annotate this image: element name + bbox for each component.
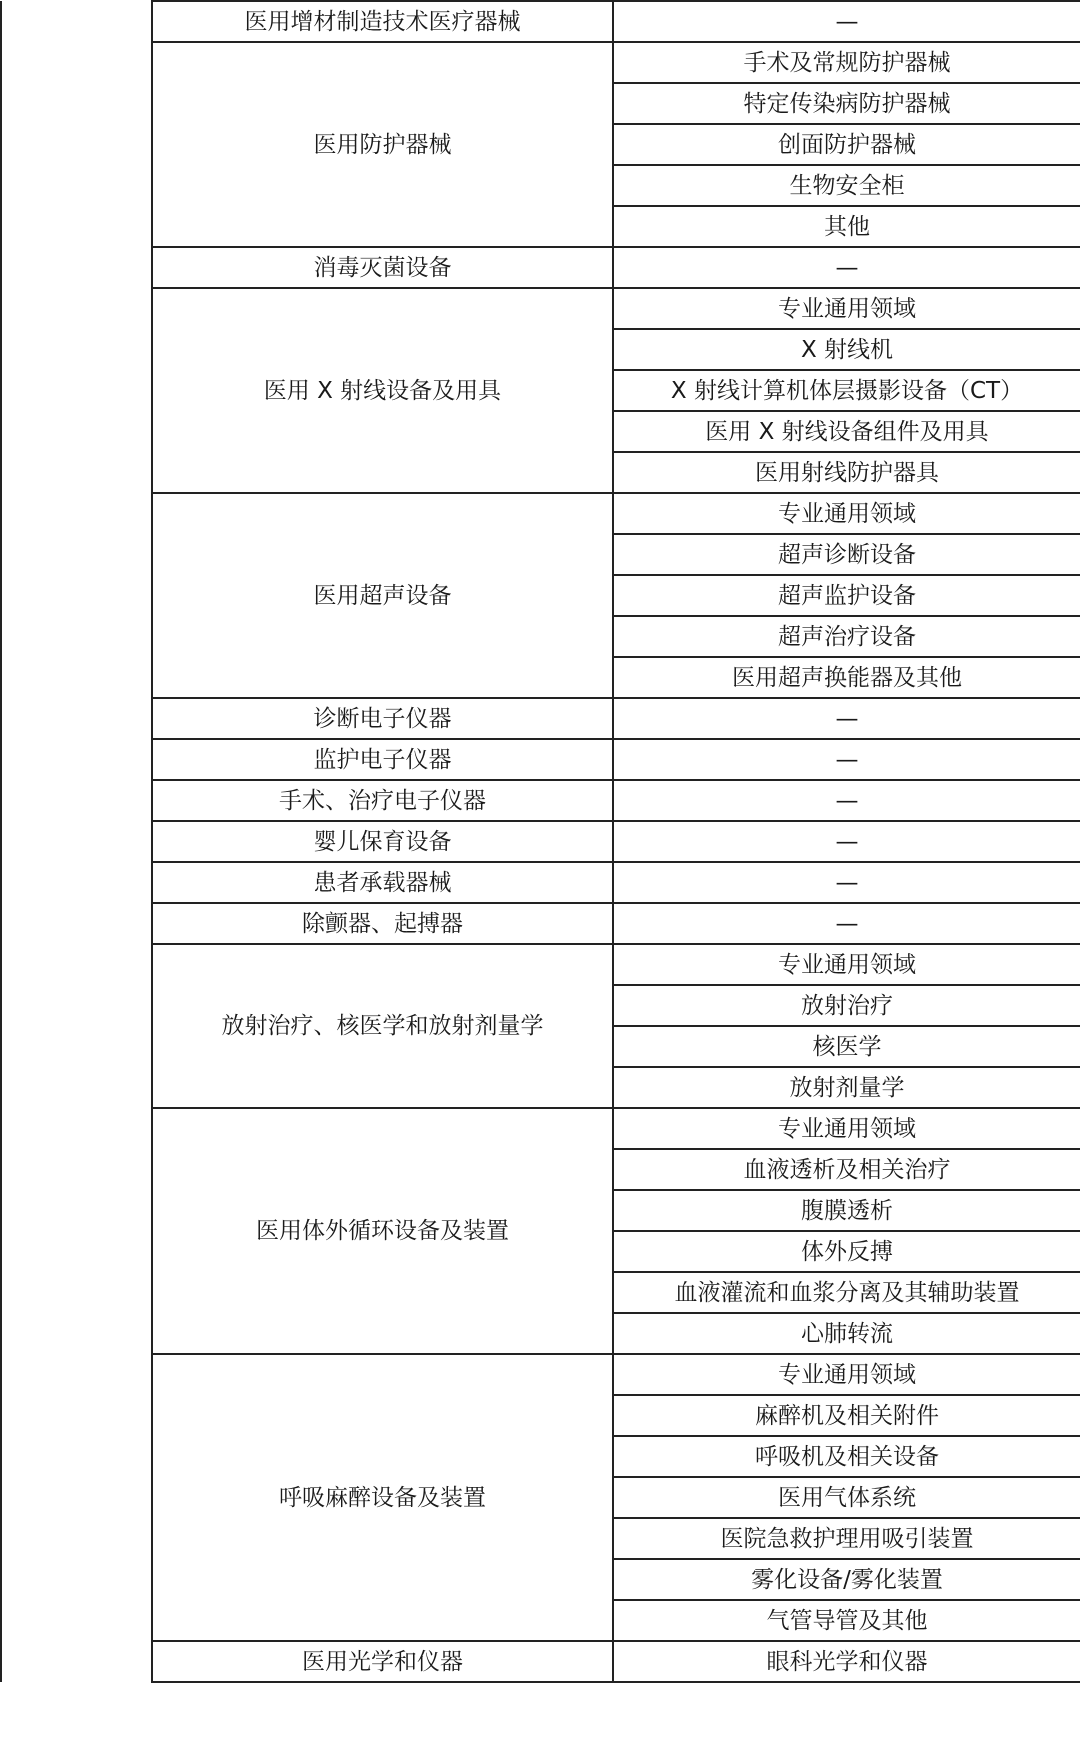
table-row <box>1 1108 1080 1149</box>
subcategory-cell: 放射剂量学 <box>613 1067 1080 1108</box>
subcategory-cell: X 射线机 <box>613 329 1080 370</box>
category-cell: 婴儿保育设备 <box>152 821 613 862</box>
subcategory-cell: 麻醉机及相关附件 <box>613 1395 1080 1436</box>
subcategory-cell: 放射治疗 <box>613 985 1080 1026</box>
subcategory-cell: 医用射线防护器具 <box>613 452 1080 493</box>
table-row <box>1 903 1080 944</box>
subcategory-cell: 专业通用领域 <box>613 944 1080 985</box>
category-cell: 消毒灭菌设备 <box>152 247 613 288</box>
subcategory-cell: 超声诊断设备 <box>613 534 1080 575</box>
subcategory-cell: 医用 X 射线设备组件及用具 <box>613 411 1080 452</box>
category-cell: 患者承载器械 <box>152 862 613 903</box>
subcategory-cell: 专业通用领域 <box>613 1108 1080 1149</box>
blank-first-column <box>1 1 152 1682</box>
subcategory-cell: 医院急救护理用吸引装置 <box>613 1518 1080 1559</box>
table-row <box>1 780 1080 821</box>
subcategory-cell: 心肺转流 <box>613 1313 1080 1354</box>
subcategory-cell: — <box>613 247 1080 288</box>
subcategory-cell: — <box>613 903 1080 944</box>
subcategory-cell: 特定传染病防护器械 <box>613 83 1080 124</box>
subcategory-cell: 生物安全柜 <box>613 165 1080 206</box>
table-row <box>1 288 1080 329</box>
subcategory-cell: X 射线计算机体层摄影设备（CT） <box>613 370 1080 411</box>
subcategory-cell: 血液透析及相关治疗 <box>613 1149 1080 1190</box>
subcategory-cell: 气管导管及其他 <box>613 1600 1080 1641</box>
table-row <box>1 1 1080 42</box>
subcategory-cell: 超声监护设备 <box>613 575 1080 616</box>
subcategory-cell: 手术及常规防护器械 <box>613 42 1080 83</box>
category-cell: 除颤器、起搏器 <box>152 903 613 944</box>
subcategory-cell: 医用超声换能器及其他 <box>613 657 1080 698</box>
subcategory-cell: 核医学 <box>613 1026 1080 1067</box>
table-row <box>1 42 1080 83</box>
subcategory-cell: — <box>613 739 1080 780</box>
category-cell: 医用增材制造技术医疗器械 <box>152 1 613 42</box>
subcategory-cell: — <box>613 862 1080 903</box>
subcategory-cell: 眼科光学和仪器 <box>613 1641 1080 1682</box>
category-cell: 监护电子仪器 <box>152 739 613 780</box>
subcategory-cell: 其他 <box>613 206 1080 247</box>
table-row <box>1 862 1080 903</box>
table-row <box>1 493 1080 534</box>
subcategory-cell: 超声治疗设备 <box>613 616 1080 657</box>
category-cell: 医用超声设备 <box>152 493 613 698</box>
subcategory-cell: — <box>613 1 1080 42</box>
subcategory-cell: 专业通用领域 <box>613 1354 1080 1395</box>
category-cell: 诊断电子仪器 <box>152 698 613 739</box>
category-cell: 医用体外循环设备及装置 <box>152 1108 613 1354</box>
subcategory-cell: 血液灌流和血浆分离及其辅助装置 <box>613 1272 1080 1313</box>
subcategory-cell: 腹膜透析 <box>613 1190 1080 1231</box>
subcategory-cell: 雾化设备/雾化装置 <box>613 1559 1080 1600</box>
subcategory-cell: 体外反搏 <box>613 1231 1080 1272</box>
table-row <box>1 1354 1080 1395</box>
category-cell: 呼吸麻醉设备及装置 <box>152 1354 613 1641</box>
subcategory-cell: — <box>613 821 1080 862</box>
subcategory-cell: 医用气体系统 <box>613 1477 1080 1518</box>
category-cell: 手术、治疗电子仪器 <box>152 780 613 821</box>
subcategory-cell: 专业通用领域 <box>613 493 1080 534</box>
table-body <box>1 1 1080 1682</box>
subcategory-cell: — <box>613 698 1080 739</box>
table-row <box>1 247 1080 288</box>
category-cell: 放射治疗、核医学和放射剂量学 <box>152 944 613 1108</box>
subcategory-cell: 呼吸机及相关设备 <box>613 1436 1080 1477</box>
table-row <box>1 821 1080 862</box>
table-row <box>1 944 1080 985</box>
category-cell: 医用 X 射线设备及用具 <box>152 288 613 493</box>
subcategory-cell: 创面防护器械 <box>613 124 1080 165</box>
table-row <box>1 1641 1080 1682</box>
category-cell: 医用光学和仪器 <box>152 1641 613 1682</box>
table-row <box>1 698 1080 739</box>
subcategory-cell: 专业通用领域 <box>613 288 1080 329</box>
subcategory-cell: — <box>613 780 1080 821</box>
table-row <box>1 739 1080 780</box>
category-cell: 医用防护器械 <box>152 42 613 247</box>
